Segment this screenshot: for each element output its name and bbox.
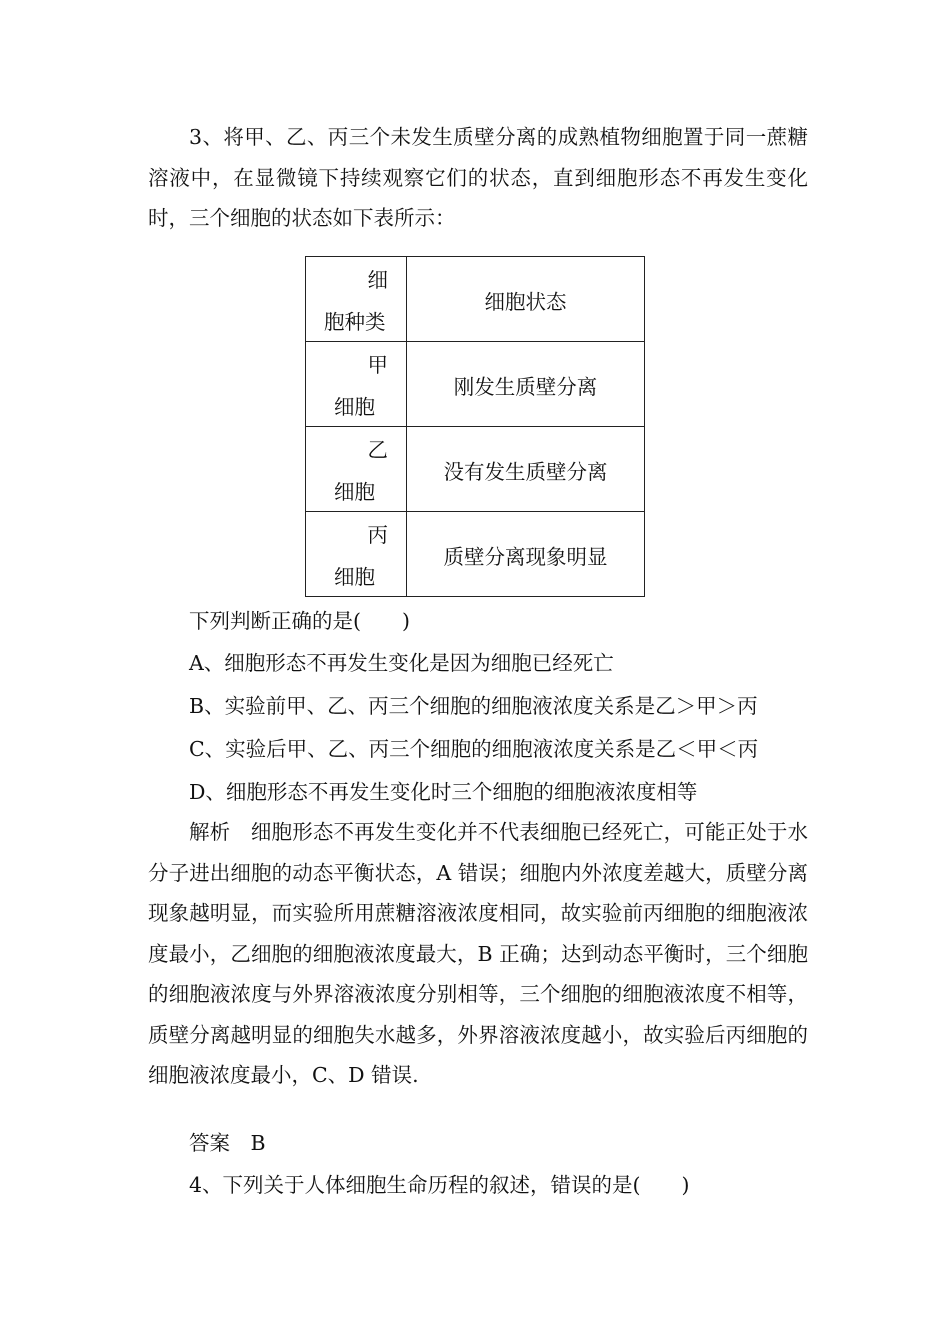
option-b: B、实验前甲、乙、丙三个细胞的细胞液浓度关系是乙＞甲＞丙: [189, 694, 758, 718]
header-cell-type: [306, 257, 407, 342]
row-right: 质壁分离现象明显: [443, 545, 608, 569]
row-cell-state: [407, 427, 645, 512]
question-3-analysis: 解析 细胞形态不再发生变化并不代表细胞已经死亡，可能正处于水分子进出细胞的动态平衡状态，A 错误；细胞内外浓度差越大，质壁分离现象越明显，而实验所用蔗糖溶液浓度相同，故实验前丙细胞的细胞液浓度最小，乙细胞的细胞液浓度最大，B 正确；达到动态平衡时，三个细胞的细胞液浓度与外界溶液浓度分别相等，三个细胞的细胞液浓度不相等，质壁分离越明显的细胞失水越多，外界溶液浓度越小，故实验后丙细胞的细胞液浓度最小，C、D 错误.: [148, 820, 808, 1087]
table-header-row: [306, 257, 645, 342]
row-right: 刚发生质壁分离: [453, 375, 598, 399]
header-cell-state: [407, 257, 645, 342]
row-cell-state: [407, 512, 645, 597]
question-3-stem: 3、将甲、乙、丙三个未发生质壁分离的成熟植物细胞置于同一蔗糖溶液中，在显微镜下持续观察它们的状态，直到细胞形态不再发生变化时，三个细胞的状态如下表所示：: [148, 125, 808, 230]
header-left-top: 细: [367, 268, 388, 292]
row-cell-type: [306, 512, 407, 597]
row-left-bottom: 细胞: [334, 395, 375, 419]
question-3-prompt: 下列判断正确的是( ): [189, 609, 410, 633]
table-row: [306, 427, 645, 512]
cell-state-table: [305, 256, 645, 597]
row-left-bottom: 细胞: [334, 480, 375, 504]
row-right: 没有发生质壁分离: [443, 460, 608, 484]
option-c: C、实验后甲、乙、丙三个细胞的细胞液浓度关系是乙＜甲＜丙: [189, 737, 759, 761]
row-cell-type: [306, 427, 407, 512]
header-left-bottom: 胞种类: [324, 310, 386, 334]
table-row: [306, 342, 645, 427]
question-4-stem: 4、下列关于人体细胞生命历程的叙述，错误的是( ): [189, 1173, 690, 1197]
question-3-answer: 答案 B: [189, 1131, 266, 1155]
row-cell-state: [407, 342, 645, 427]
option-d: D、细胞形态不再发生变化时三个细胞的细胞液浓度相等: [189, 780, 698, 804]
table-row: [306, 512, 645, 597]
row-cell-type: [306, 342, 407, 427]
row-left-top: 丙: [367, 523, 388, 547]
row-left-top: 乙: [367, 438, 388, 462]
header-right: 细胞状态: [484, 290, 567, 314]
row-left-bottom: 细胞: [334, 565, 375, 589]
option-a: A、细胞形态不再发生变化是因为细胞已经死亡: [189, 651, 614, 675]
row-left-top: 甲: [367, 353, 388, 377]
